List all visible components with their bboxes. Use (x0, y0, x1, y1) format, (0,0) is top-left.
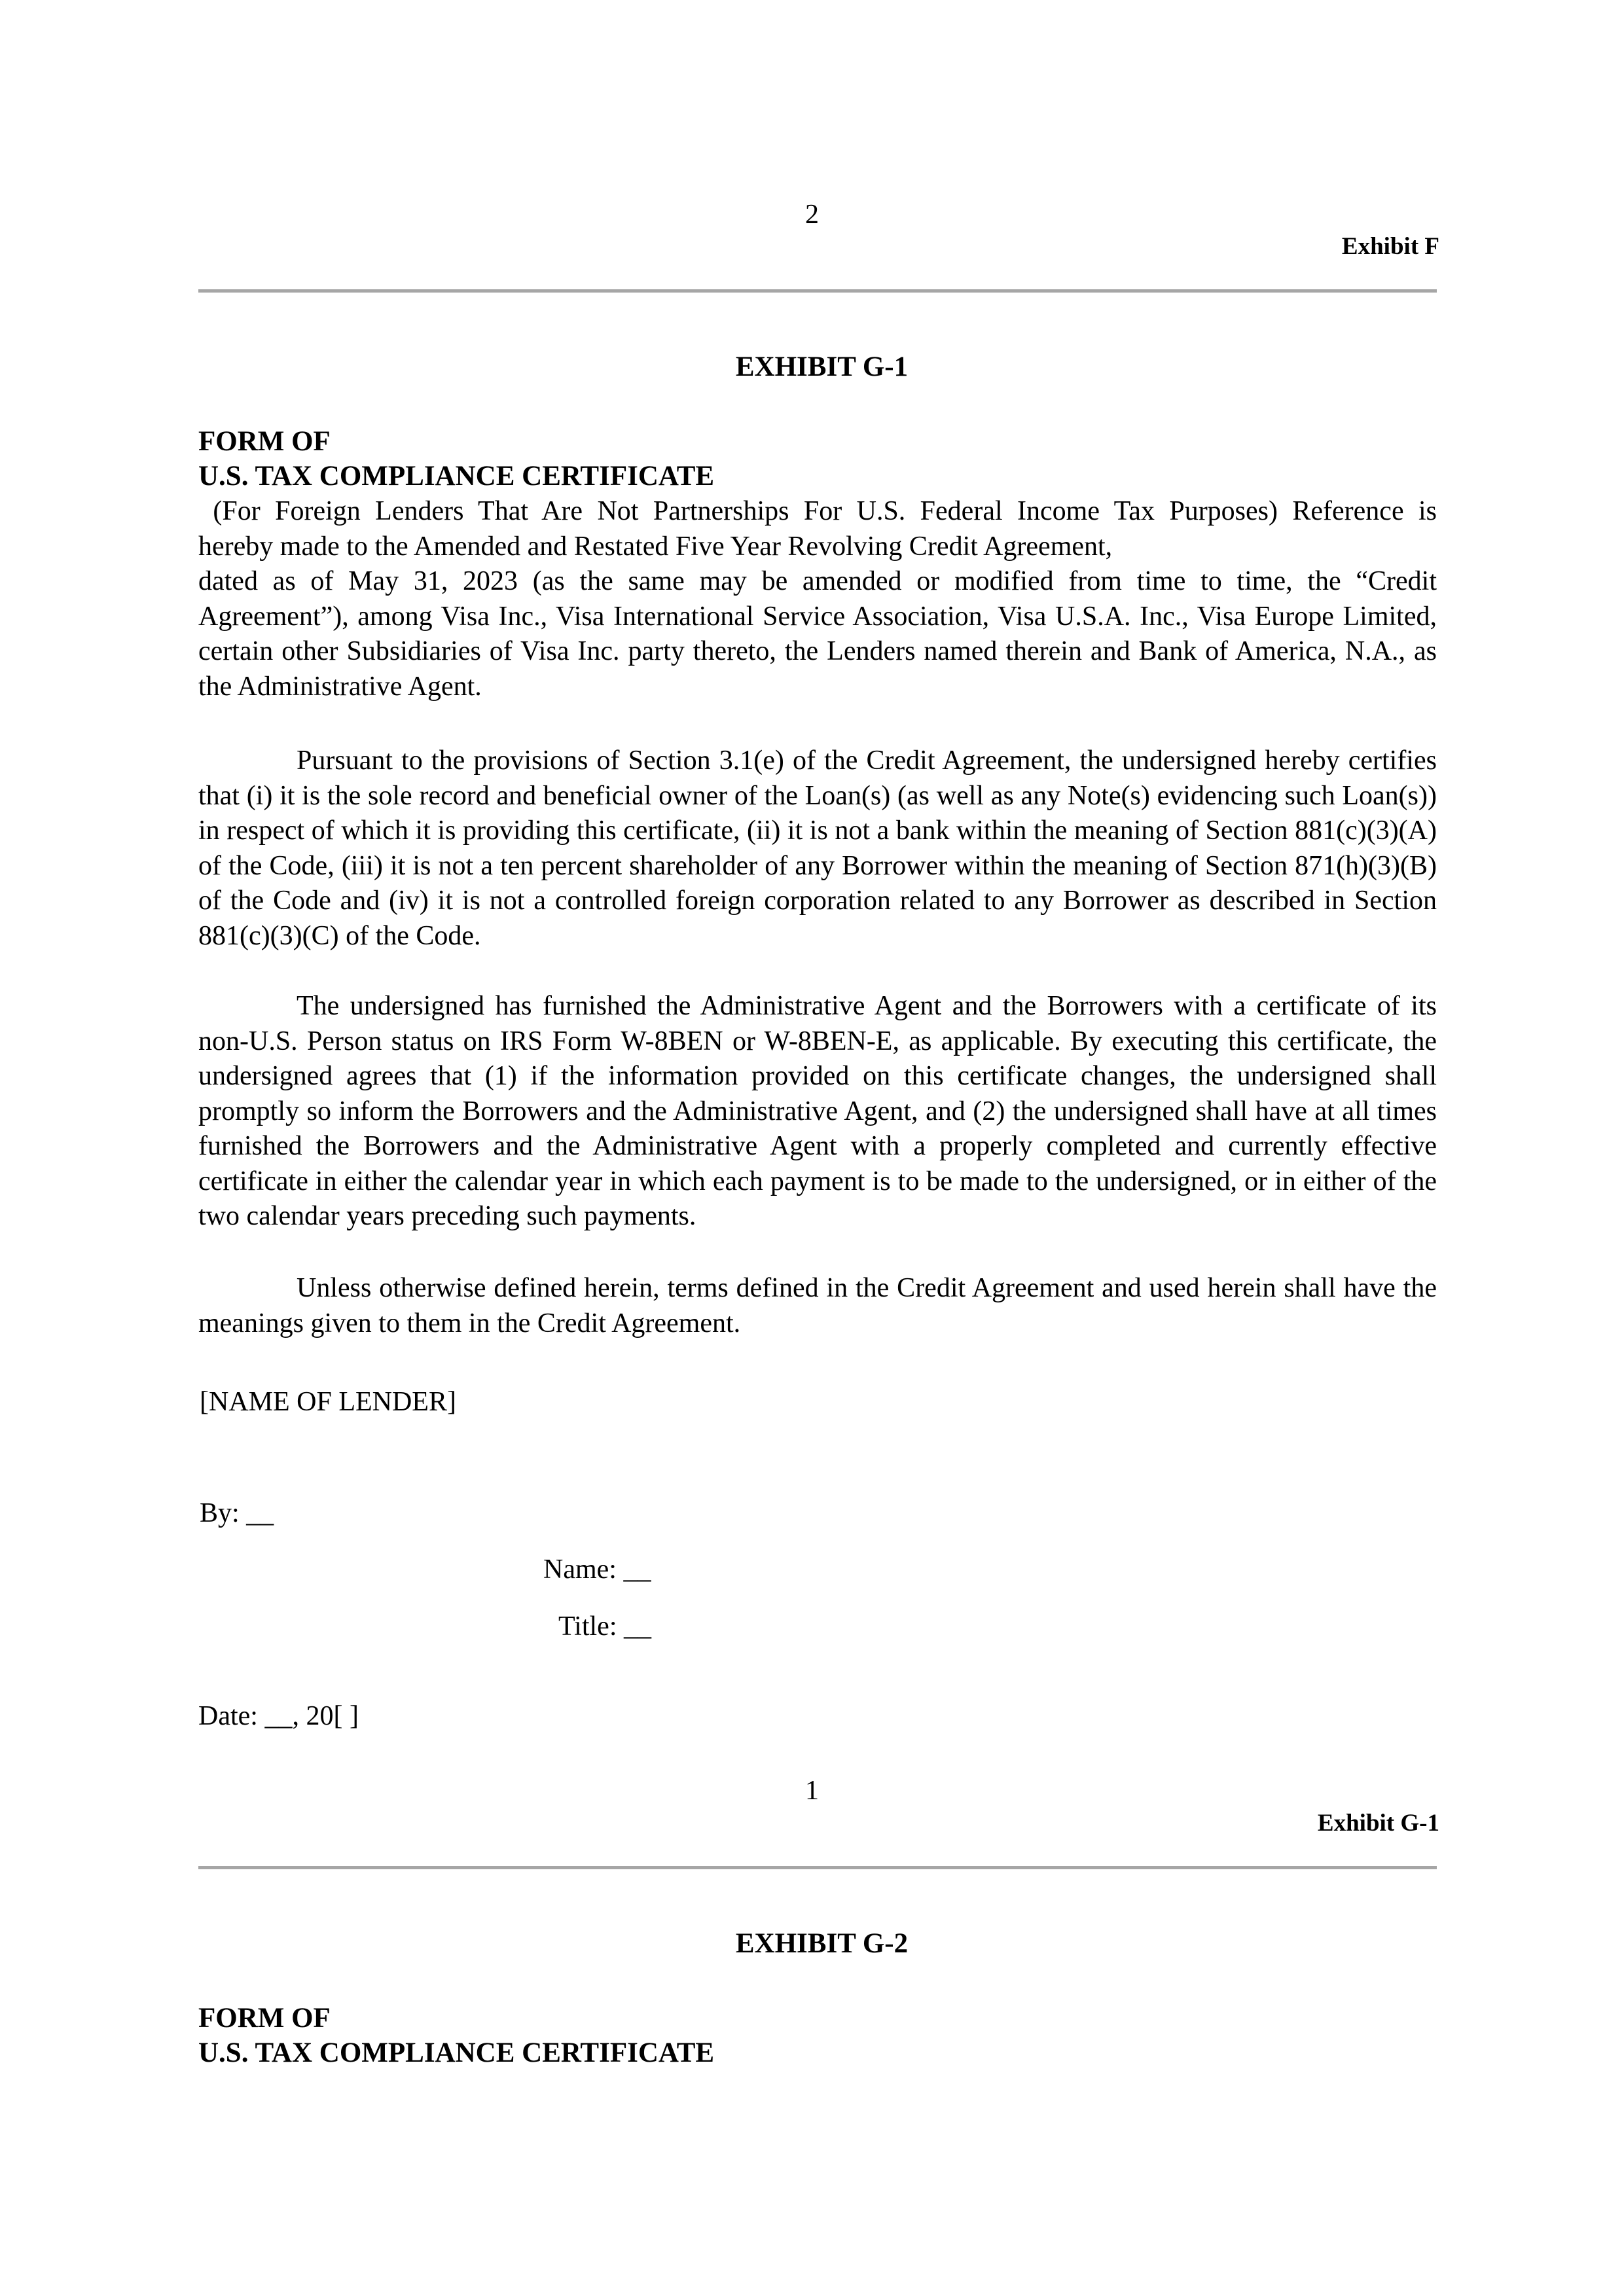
g2-certificate-title: U.S. TAX COMPLIANCE CERTIFICATE (198, 2037, 715, 2068)
exhibit-g1-title: EXHIBIT G-1 (735, 351, 909, 382)
signature-by-line: By: __ (200, 1498, 274, 1528)
intro-paragraph (198, 494, 1437, 704)
certificate-title: U.S. TAX COMPLIANCE CERTIFICATE (198, 461, 715, 492)
page-number-bottom: 1 (805, 1776, 819, 1806)
intro-rest: dated as of May 31, 2023 (as the same may be amended or modified from time to time, the “Credit Agreement”), among Visa Inc., Visa International Service Association, Visa U.S.A. Inc., Visa Europe Limited, certain other Subsidiaries of Visa Inc. party thereto, the Lenders named therein and Bank of America, N.A., as the Administrative Agent. (198, 566, 1437, 702)
form-of-heading: FORM OF (198, 426, 331, 457)
g2-form-of-heading: FORM OF (198, 2003, 331, 2034)
paragraph-non-us-status: The undersigned has furnished the Administrative Agent and the Borrowers with a certificate of its non-U.S. Person status on IRS Form W-8BEN or W-8BEN-E, as applicable. By executing this certificate, the undersigned agrees that (1) if the information provided on this certificate changes, the undersigned shall promptly so inform the Borrowers and the Administrative Agent, and (2) the undersigned shall have at all times furnished the Borrowers and the Administrative Agent with a properly completed and currently effective certificate in either the calendar year in which each payment is to be made to the undersigned, or in either of the two calendar years preceding such payments. (198, 991, 1437, 1231)
header-rule (198, 289, 1437, 293)
paragraph-definitions: Unless otherwise defined herein, terms defined in the Credit Agreement and used herein shall have the meanings given to them in the Credit Agreement. (198, 1273, 1437, 1338)
signature-title-line: Title: __ (558, 1611, 651, 1641)
paragraph-section-3-1e: Pursuant to the provisions of Section 3.1(e) of the Credit Agreement, the undersigned hereby certifies that (i) it is the sole record and beneficial owner of the Loan(s) (as well as any Note(s) evidencing such Loan(s)) in respect of which it is providing this certificate, (ii) it is not a bank within the meaning of Section 881(c)(3)(A) of the Code, (iii) it is not a ten percent shareholder of any Borrower within the meaning of Section 871(h)(3)(B) of the Code and (iv) it is not a controlled foreign corporation related to any Borrower as described in Section 881(c)(3)(C) of the Code. (198, 745, 1437, 951)
intro-line-1: (For Foreign Lenders That Are Not Partnerships For U.S. Federal Income Tax Purposes) Reference is (198, 496, 1437, 526)
signature-name-line: Name: __ (543, 1554, 651, 1585)
signature-date-line: Date: __, 20[ ] (198, 1701, 359, 1731)
exhibit-g2-title: EXHIBIT G-2 (735, 1928, 909, 1959)
page-number-top: 2 (805, 200, 819, 230)
exhibit-g1-label: Exhibit G-1 (1317, 1810, 1439, 1837)
exhibit-f-label: Exhibit F (1341, 233, 1439, 260)
lender-name-placeholder: [NAME OF LENDER] (200, 1387, 456, 1417)
intro-line-2: hereby made to the Amended and Restated Five Year Revolving Credit Agreement, (198, 531, 1113, 562)
footer-rule (198, 1866, 1437, 1869)
